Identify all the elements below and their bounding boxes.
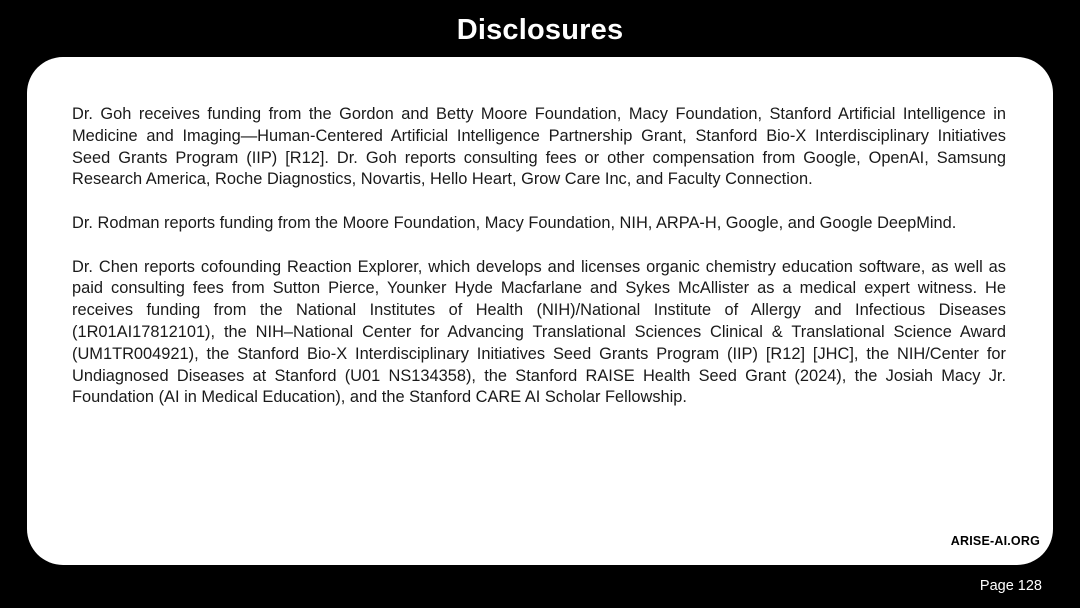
disclosure-paragraph-rodman: Dr. Rodman reports funding from the Moore Foundation, Macy Foundation, NIH, ARPA-H, Google, and Google DeepMind. [72, 213, 957, 232]
slide-title: Disclosures [456, 14, 624, 46]
disclosure-paragraph-goh: Dr. Goh receives funding from the Gordon and Betty Moore Foundation, Macy Foundation, Stanford Artificial Intelligence in Medicine and Imaging—Human-Centered Artificial Intelligence Partnership Grant, Stanford Bio-X Interdisciplinary Initiatives Seed Grants Program (IIP) [R12]. Dr. Goh reports consulting fees or other compensation from Google, OpenAI, Samsung Research America, Roche Diagnostics, Novartis, Hello Heart, Grow Care Inc, and Faculty Connection. [72, 105, 1006, 189]
content-card [27, 57, 1053, 565]
footer-url: ARISE-AI.ORG [950, 534, 1040, 548]
disclosure-paragraph-chen: Dr. Chen reports cofounding Reaction Explorer, which develops and licenses organic chemistry education software, as well as paid consulting fees from Sutton Pierce, Younker Hyde Macfarlane and Sykes McAllister as a medical expert witness. He receives funding from the National Institutes of Health (NIH)/National Institute of Allergy and Infectious Diseases (1R01AI17812101), the NIH–National Center for Advancing Translational Sciences Clinical & Translational Science Award (UM1TR004921), the Stanford Bio-X Interdisciplinary Initiatives Seed Grants Program (IIP) [R12] [JHC], the NIH/Center for Undiagnosed Diseases at Stanford (U01 NS134358), the Stanford RAISE Health Seed Grant (2024), the Josiah Macy Jr. Foundation (AI in Medical Education), and the Stanford CARE AI Scholar Fellowship. [72, 257, 1006, 407]
disclosures-body [72, 104, 1006, 431]
page-number: Page 128 [979, 578, 1042, 594]
